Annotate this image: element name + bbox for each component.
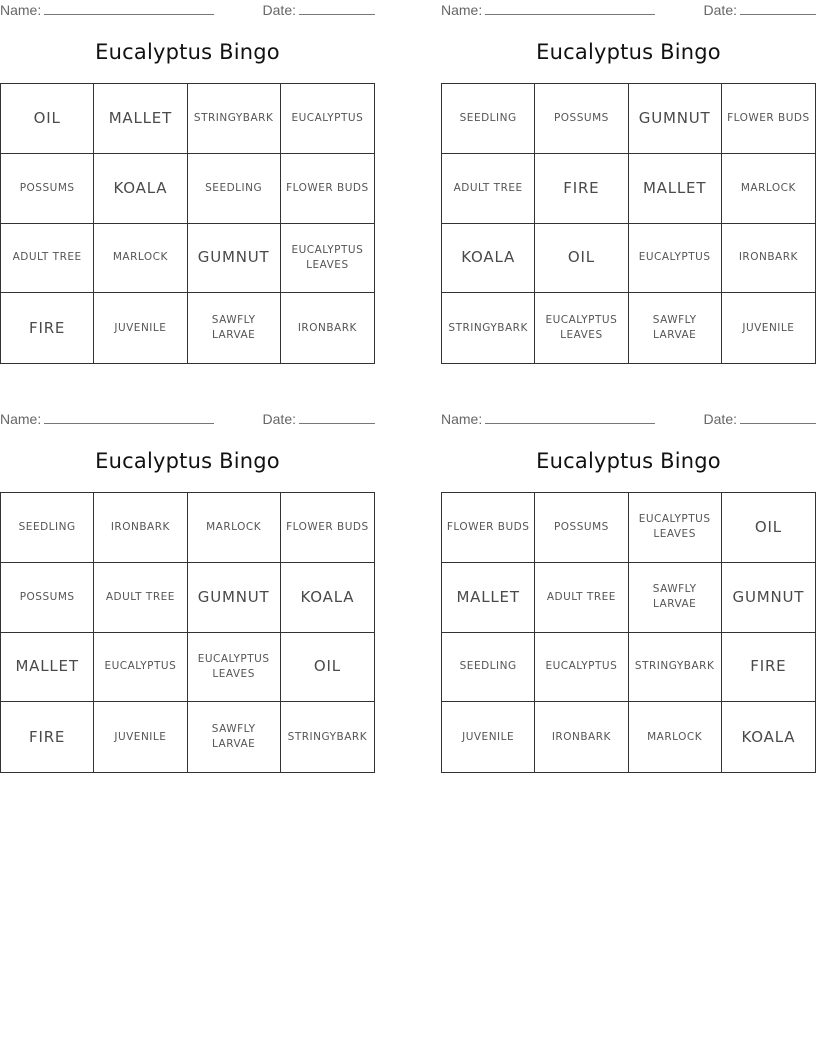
date-line [299, 411, 375, 424]
bingo-cell: EUCALYPTUS LEAVES [535, 293, 628, 363]
bingo-cell: FIRE [1, 293, 94, 363]
bingo-cell: JUVENILE [94, 702, 187, 772]
bingo-cell: GUMNUT [722, 563, 815, 633]
bingo-cell: EUCALYPTUS [535, 633, 628, 703]
date-label: Date: [703, 411, 737, 427]
date-label: Date: [262, 411, 296, 427]
bingo-cell: SEEDLING [442, 633, 535, 703]
bingo-cell: EUCALYPTUS [94, 633, 187, 703]
bingo-grid [0, 83, 375, 364]
bingo-cell: EUCALYPTUS LEAVES [629, 493, 722, 563]
bingo-cell: MALLET [1, 633, 94, 703]
date-field [704, 2, 816, 18]
bingo-cell: JUVENILE [442, 702, 535, 772]
bingo-cell: EUCALYPTUS [281, 84, 374, 154]
bingo-cell: OIL [281, 633, 374, 703]
name-field [441, 411, 655, 427]
bingo-card-1 [0, 0, 375, 364]
bingo-cell: SEEDLING [442, 84, 535, 154]
bingo-card-2 [441, 0, 816, 364]
bingo-cell: SAWFLY LARVAE [629, 293, 722, 363]
name-label: Name: [0, 411, 42, 427]
bingo-cell: MALLET [629, 154, 722, 224]
bingo-cell: GUMNUT [188, 563, 281, 633]
bingo-cell: ADULT TREE [442, 154, 535, 224]
bingo-cell: OIL [535, 224, 628, 294]
name-field [0, 411, 214, 427]
bingo-cell: FIRE [535, 154, 628, 224]
bingo-cell: ADULT TREE [1, 224, 94, 294]
card-meta [441, 411, 816, 431]
bingo-grid [441, 83, 816, 364]
bingo-cell: KOALA [442, 224, 535, 294]
date-line [299, 2, 375, 15]
name-line [485, 411, 655, 424]
bingo-cell: KOALA [281, 563, 374, 633]
date-field [704, 411, 816, 427]
name-label: Name: [0, 2, 42, 18]
bingo-cell: MARLOCK [94, 224, 187, 294]
bingo-cell: KOALA [94, 154, 187, 224]
bingo-cell: MALLET [94, 84, 187, 154]
bingo-cell: JUVENILE [94, 293, 187, 363]
bingo-cell: JUVENILE [742, 321, 795, 334]
bingo-cell: IRONBARK [297, 321, 357, 334]
bingo-cell: SAWFLY LARVAE [188, 702, 281, 772]
date-label: Date: [262, 2, 296, 18]
bingo-cell: GUMNUT [629, 84, 722, 154]
name-line [44, 411, 214, 424]
bingo-cell: EUCALYPTUS LEAVES [188, 633, 281, 703]
date-field [263, 2, 375, 18]
bingo-grid [441, 492, 816, 773]
bingo-cell: EUCALYPTUS [629, 224, 722, 294]
bingo-card-3 [0, 409, 375, 773]
bingo-cell: POSSUMS [1, 563, 94, 633]
date-field [263, 411, 375, 427]
bingo-cell: STRINGYBARK [287, 730, 368, 743]
name-line [44, 2, 214, 15]
bingo-grid [0, 492, 375, 773]
bingo-cell: FLOWER BUDS [281, 154, 374, 224]
bingo-cell: GUMNUT [188, 224, 281, 294]
bingo-cell: FIRE [1, 702, 94, 772]
bingo-cell: STRINGYBARK [188, 84, 281, 154]
card-title: Eucalyptus Bingo [95, 40, 280, 64]
bingo-cell: POSSUMS [535, 493, 628, 563]
bingo-cell: MARLOCK [629, 702, 722, 772]
date-line [740, 2, 816, 15]
bingo-cell: FIRE [722, 633, 815, 703]
card-meta [0, 411, 375, 431]
bingo-cell: STRINGYBARK [442, 293, 535, 363]
bingo-cell: SEEDLING [188, 154, 281, 224]
name-field [441, 2, 655, 18]
bingo-cell: FLOWER BUDS [281, 493, 374, 563]
bingo-cell: IRONBARK [94, 493, 187, 563]
name-field [0, 2, 214, 18]
bingo-cell: ADULT TREE [94, 563, 187, 633]
bingo-cell: MALLET [442, 563, 535, 633]
bingo-cell: OIL [722, 493, 815, 563]
bingo-cell: OIL [1, 84, 94, 154]
name-line [485, 2, 655, 15]
name-label: Name: [441, 2, 483, 18]
date-line [740, 411, 816, 424]
bingo-cell: POSSUMS [1, 154, 94, 224]
date-label: Date: [703, 2, 737, 18]
bingo-cell: SAWFLY LARVAE [188, 293, 281, 363]
bingo-cell: EUCALYPTUS LEAVES [281, 224, 374, 294]
bingo-cell: STRINGYBARK [629, 633, 722, 703]
card-meta [0, 2, 375, 22]
bingo-card-4 [441, 409, 816, 773]
card-title: Eucalyptus Bingo [536, 40, 721, 64]
card-meta [441, 2, 816, 22]
bingo-cell: FLOWER BUDS [722, 84, 815, 154]
card-title: Eucalyptus Bingo [95, 449, 280, 473]
bingo-cell: IRONBARK [722, 224, 815, 294]
bingo-cell: SEEDLING [1, 493, 94, 563]
bingo-cell: KOALA [741, 727, 796, 746]
bingo-cell: MARLOCK [188, 493, 281, 563]
bingo-cell: POSSUMS [535, 84, 628, 154]
bingo-cell: IRONBARK [535, 702, 628, 772]
bingo-cell: ADULT TREE [535, 563, 628, 633]
bingo-cell: FLOWER BUDS [442, 493, 535, 563]
name-label: Name: [441, 411, 483, 427]
bingo-cell: MARLOCK [722, 154, 815, 224]
card-title: Eucalyptus Bingo [536, 449, 721, 473]
bingo-cell: SAWFLY LARVAE [629, 563, 722, 633]
